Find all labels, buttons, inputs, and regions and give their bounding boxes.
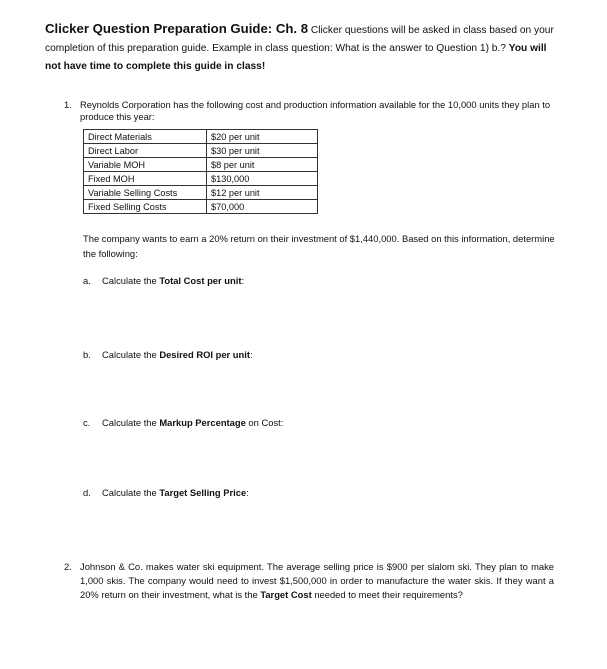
table-cell-label: Variable Selling Costs <box>84 186 207 200</box>
table-row <box>84 144 318 158</box>
guide-title: Clicker Question Preparation Guide: Ch. 8 <box>45 21 309 36</box>
table-row <box>84 158 318 172</box>
part-text-post: : <box>241 275 245 286</box>
part-text-pre: Calculate the <box>102 417 160 428</box>
table-cell-label: Direct Materials <box>84 130 207 144</box>
question-2-post: needed to meet their requirements? <box>311 589 463 601</box>
part-text-post: on Cost: <box>245 417 284 428</box>
part-text-bold: Markup Percentage <box>159 417 246 428</box>
question-1-prompt: Reynolds Corporation has the following cost and production information available for the 10,000 units they plan to produce this year: <box>80 99 551 122</box>
table-cell-value: $12 per unit <box>207 186 318 200</box>
table-cell-value: $30 per unit <box>207 144 318 158</box>
part-letter: c. <box>83 417 91 428</box>
guide-intro: Clicker questions will be asked in class based on your completion of this preparation guide. Example in class question: What is the answer to Question 1) b.? <box>45 25 554 54</box>
cost-info-table <box>83 129 318 214</box>
table-cell-label: Fixed MOH <box>84 172 207 186</box>
part-letter: d. <box>83 487 91 498</box>
part-a <box>83 275 244 287</box>
table-row <box>84 200 318 214</box>
table-cell-label: Direct Labor <box>84 144 207 158</box>
table-row <box>84 186 318 200</box>
part-text-pre: Calculate the <box>102 487 160 498</box>
part-text-pre: Calculate the <box>102 349 160 360</box>
table-row <box>84 172 318 186</box>
table-cell-value: $70,000 <box>207 200 318 214</box>
part-letter: b. <box>83 349 91 360</box>
part-text-bold: Desired ROI per unit <box>159 349 250 360</box>
part-text-bold: Target Selling Price <box>159 487 247 498</box>
table-cell-label: Variable MOH <box>84 158 207 172</box>
part-b <box>83 349 253 361</box>
question-1-number: 1. <box>64 99 72 110</box>
table-cell-label: Fixed Selling Costs <box>84 200 207 214</box>
table-cell-value: $8 per unit <box>207 158 318 172</box>
part-letter: a. <box>83 275 91 286</box>
part-d <box>83 487 249 499</box>
part-text-pre: Calculate the <box>102 275 160 286</box>
question-2-body: Johnson & Co. makes water ski equipment. The average selling price is $900 per slalom ski. They plan to make 1,000 skis. The company would need to invest $1,500,000 in order to manufacture the water skis. If they want a 20% return on their investment, what is the <box>80 561 554 601</box>
question-1-paragraph: The company wants to earn a 20% return on their investment of $1,440,000. Based on this information, determine the following: <box>83 233 555 259</box>
guide-header <box>45 20 565 76</box>
question-2-number: 2. <box>64 561 72 572</box>
part-c <box>83 417 283 429</box>
table-row <box>84 130 318 144</box>
question-2-text <box>80 560 554 603</box>
part-text-bold: Total Cost per unit <box>159 275 242 286</box>
guide-warning: You will not have time to complete this guide in class! <box>45 43 547 72</box>
part-text-post: : <box>246 487 249 498</box>
part-text-post: : <box>249 349 253 360</box>
table-cell-value: $20 per unit <box>207 130 318 144</box>
table-cell-value: $130,000 <box>207 172 318 186</box>
question-2-bold: Target Cost <box>260 589 312 601</box>
